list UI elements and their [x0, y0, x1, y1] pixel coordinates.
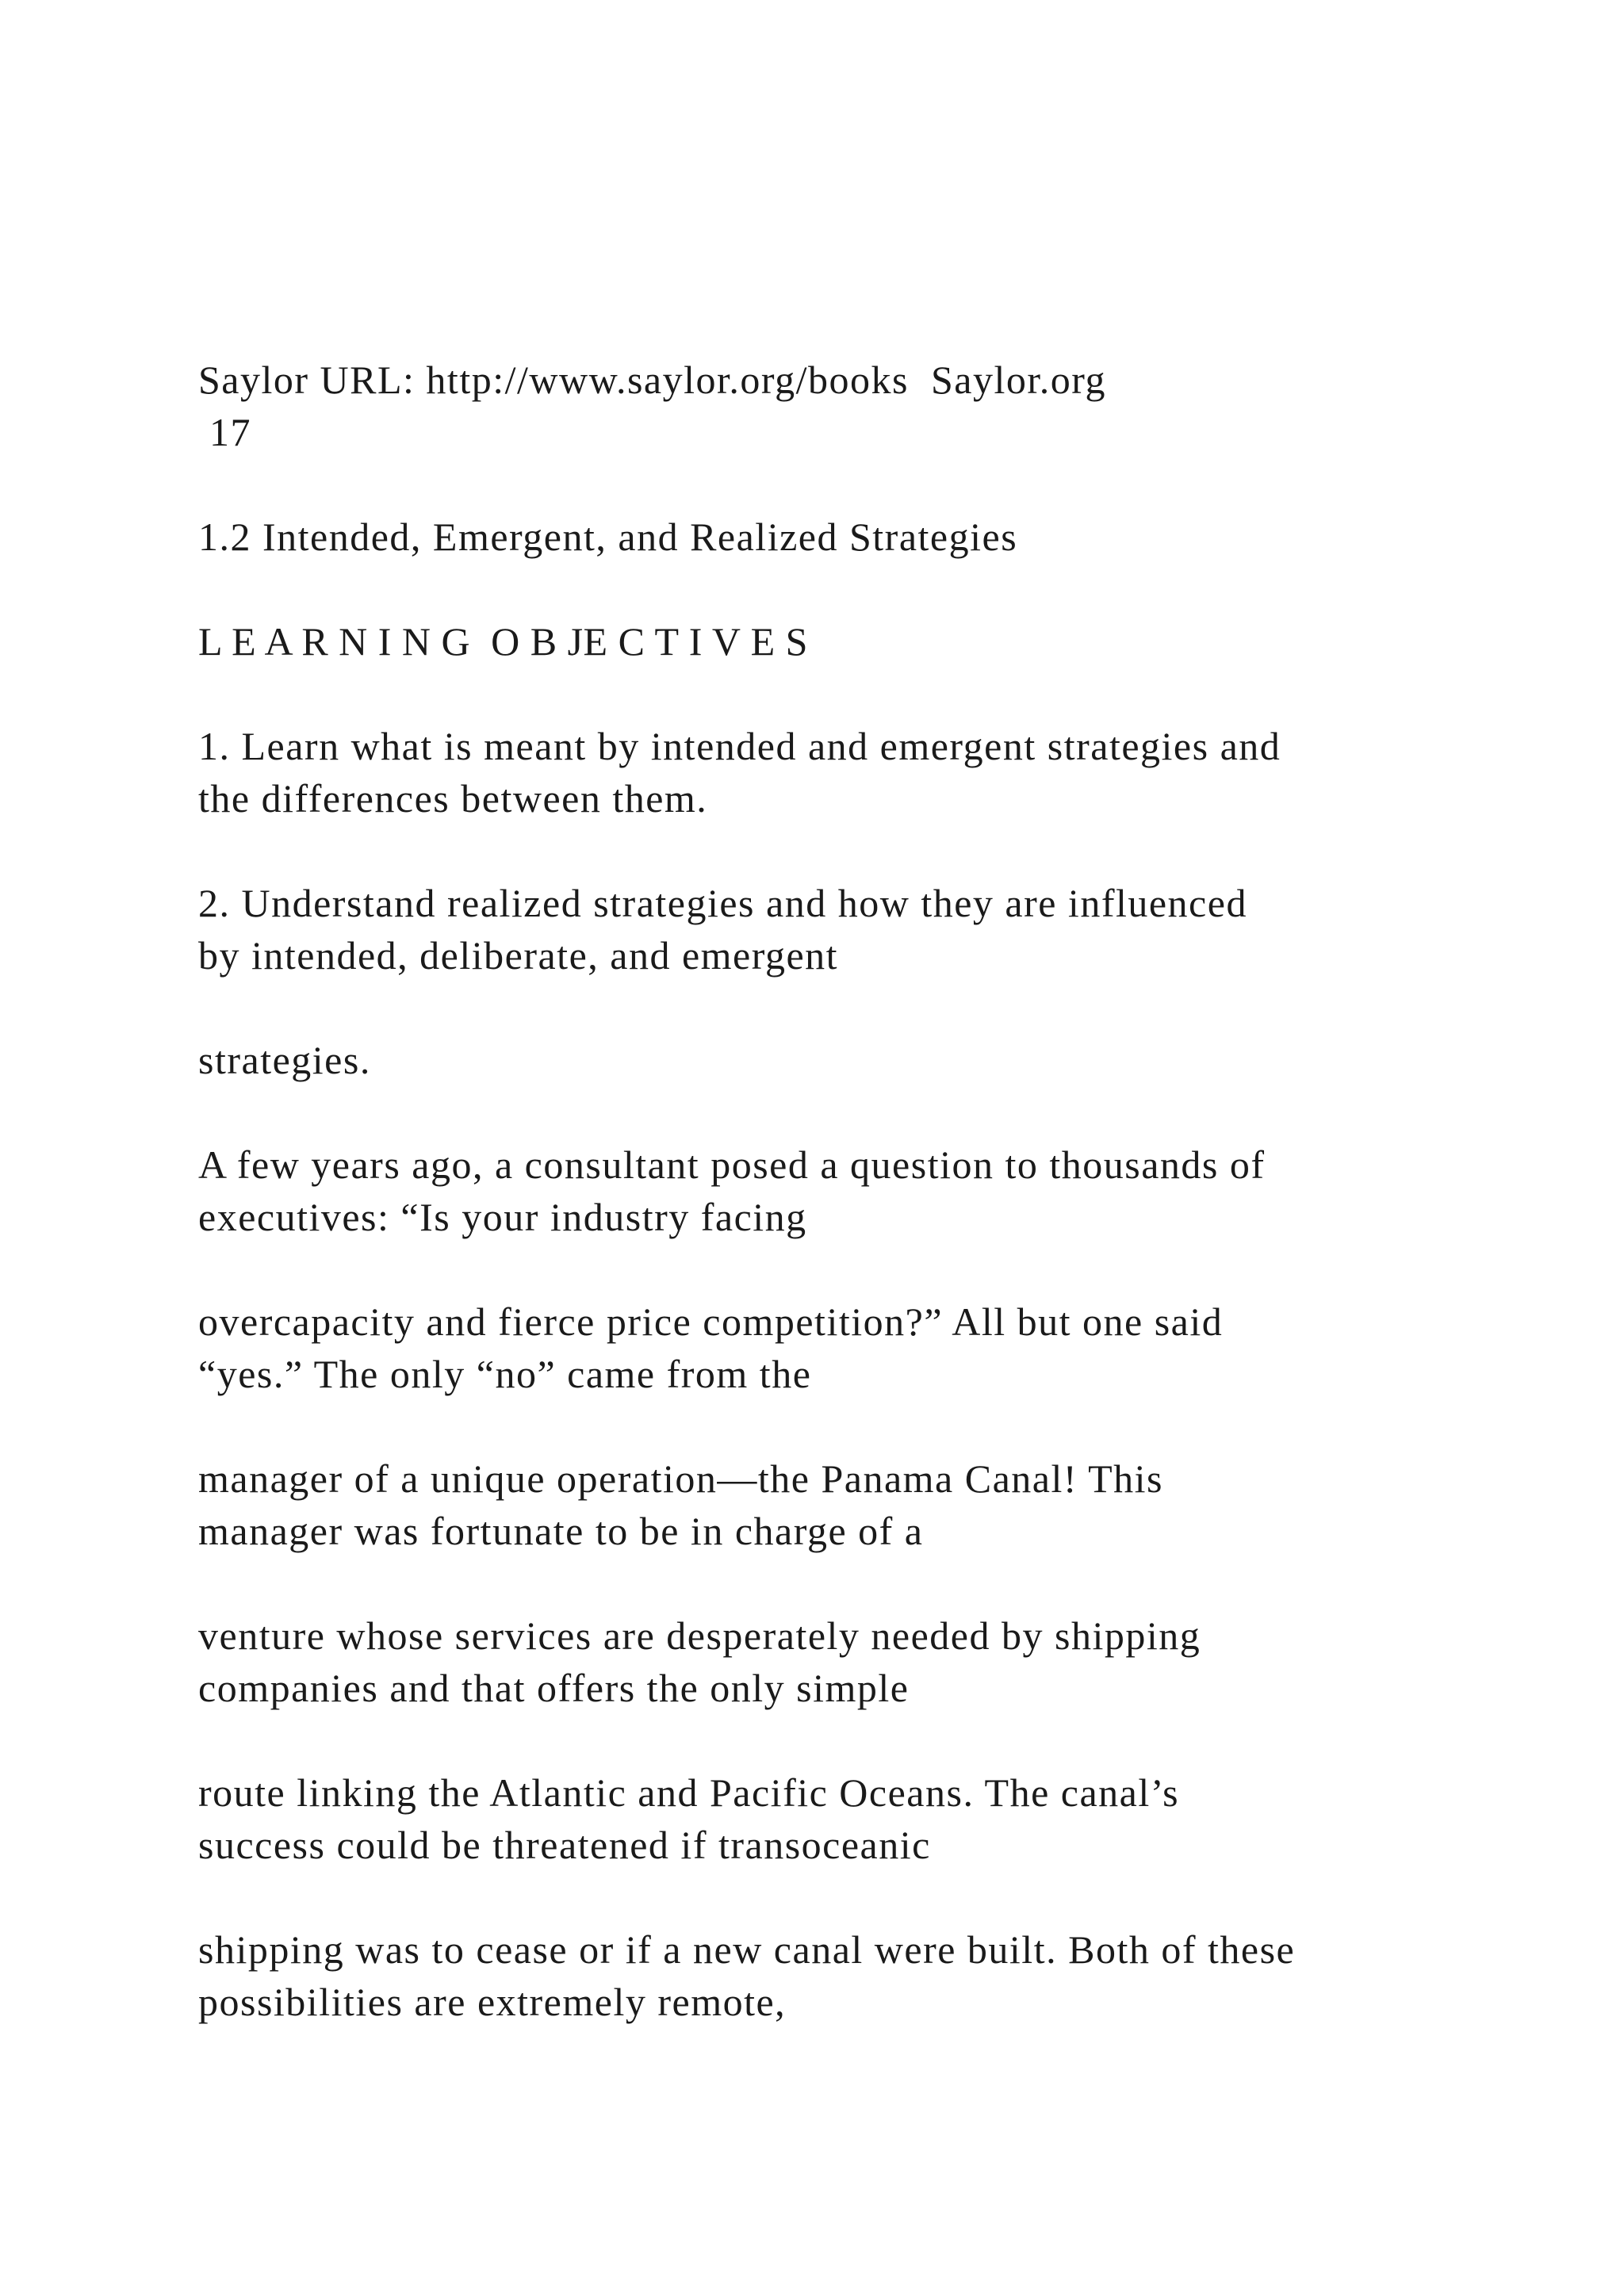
objectives-heading: L E A R N I N G O B JE C T I V E S: [198, 619, 808, 664]
paragraph-1-line-2: executives: “Is your industry facing: [198, 1195, 807, 1239]
paragraph-2-line-1: overcapacity and fierce price competition?” All but one said: [198, 1299, 1224, 1344]
section-title: 1.2 Intended, Emergent, and Realized Strategies: [198, 515, 1018, 559]
paragraph-6-line-1: shipping was to cease or if a new canal were built. Both of these: [198, 1927, 1296, 1972]
header-page-number: 17: [198, 410, 251, 454]
objective-1-line-2: the differences between them.: [198, 776, 708, 821]
objective-2-line-3: strategies.: [198, 1038, 371, 1082]
objective-2-line-2: by intended, deliberate, and emergent: [198, 933, 839, 978]
paragraph-3-line-2: manager was fortunate to be in charge of a: [198, 1509, 924, 1553]
paragraph-3-line-1: manager of a unique operation—the Panama Canal! This: [198, 1456, 1163, 1501]
paragraph-5-line-2: success could be threatened if transoceanic: [198, 1823, 931, 1867]
paragraph-1-line-1: A few years ago, a consultant posed a question to thousands of: [198, 1142, 1266, 1187]
header-url-line: Saylor URL: http://www.saylor.org/books Saylor.org: [198, 358, 1107, 402]
objective-2-line-1: 2. Understand realized strategies and how they are influenced: [198, 881, 1247, 925]
paragraph-4-line-1: venture whose services are desperately needed by shipping: [198, 1613, 1201, 1658]
paragraph-4-line-2: companies and that offers the only simple: [198, 1666, 910, 1710]
objective-1-line-1: 1. Learn what is meant by intended and emergent strategies and: [198, 724, 1281, 768]
paragraph-5-line-1: route linking the Atlantic and Pacific Oceans. The canal’s: [198, 1770, 1180, 1815]
paragraph-6-line-2: possibilities are extremely remote,: [198, 1980, 787, 2024]
paragraph-2-line-2: “yes.” The only “no” came from the: [198, 1352, 812, 1396]
